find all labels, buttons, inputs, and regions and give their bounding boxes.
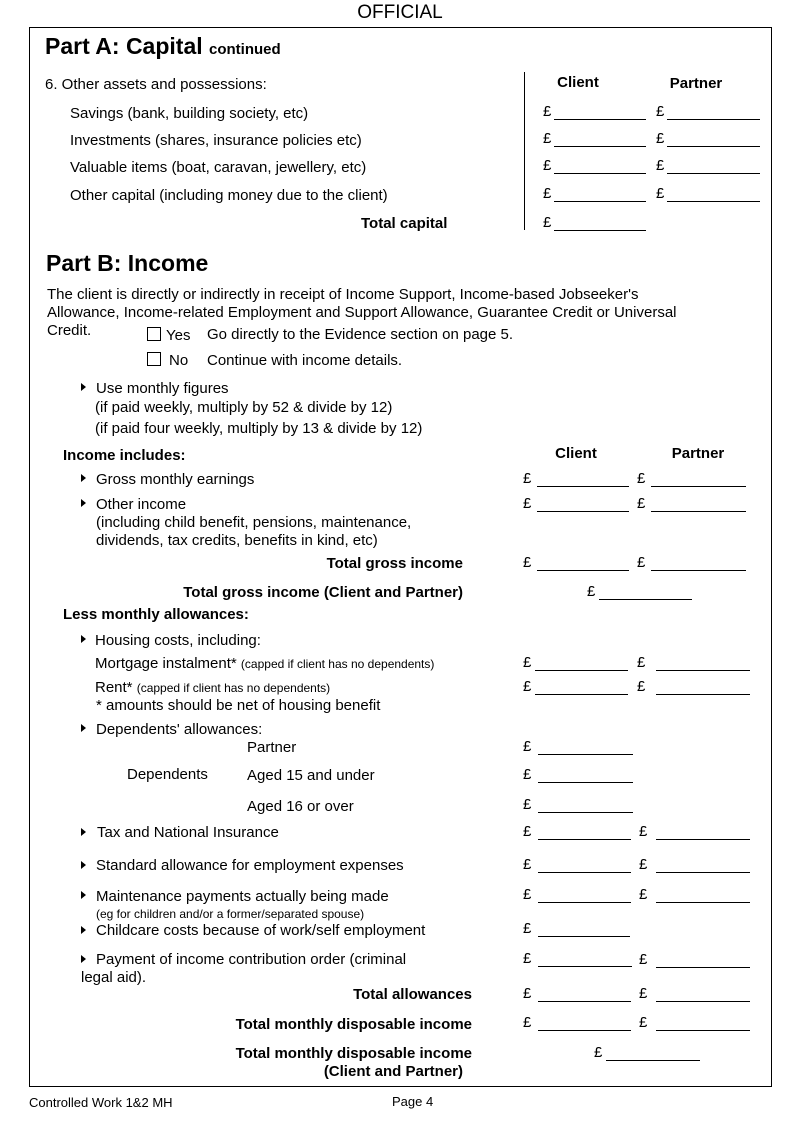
standard-allowance-client-field[interactable]: £ bbox=[523, 856, 631, 874]
dep-partner-label: Partner bbox=[247, 739, 297, 756]
other-income-note-1: (including child benefit, pensions, maintenance, bbox=[96, 514, 412, 531]
total-gross-combined-label: Total gross income (Client and Partner) bbox=[183, 584, 463, 601]
total-disposable-combined-label-2: (Client and Partner) bbox=[323, 1063, 463, 1080]
part-b-title: Part B: Income bbox=[46, 250, 209, 276]
tax-ni-partner-field[interactable]: £ bbox=[639, 823, 750, 841]
rent-client-field[interactable]: £ bbox=[523, 678, 628, 696]
bullet-arrow-icon bbox=[81, 383, 86, 391]
other-capital-partner-field[interactable]: £ bbox=[656, 185, 760, 203]
income-partner-header: Partner bbox=[671, 445, 725, 462]
other-capital-client-field[interactable]: £ bbox=[543, 185, 646, 203]
investments-label: Investments (shares, insurance policies etc) bbox=[70, 132, 362, 149]
yes-checkbox[interactable] bbox=[147, 327, 161, 341]
other-capital-label: Other capital (including money due to the client) bbox=[70, 187, 388, 204]
valuables-partner-field[interactable]: £ bbox=[656, 157, 760, 175]
income-includes-heading: Income includes: bbox=[63, 447, 186, 464]
intro-line-2: Allowance, Income-related Employment and Support Allowance, Guarantee Credit or Universal bbox=[47, 304, 677, 321]
housing-footnote: * amounts should be net of housing benefit bbox=[96, 697, 381, 714]
savings-partner-field[interactable]: £ bbox=[656, 103, 760, 121]
column-divider bbox=[524, 72, 525, 230]
standard-allowance-partner-field[interactable]: £ bbox=[639, 856, 750, 874]
total-allowances-client-field[interactable]: £ bbox=[523, 985, 631, 1003]
monthly-figures-note: Use monthly figures bbox=[96, 380, 229, 397]
gross-earnings-client-field[interactable]: £ bbox=[523, 470, 629, 488]
rent-partner-field[interactable]: £ bbox=[637, 678, 750, 696]
no-checkbox[interactable] bbox=[147, 352, 161, 366]
total-capital-field[interactable]: £ bbox=[543, 214, 646, 232]
total-gross-income-label: Total gross income bbox=[326, 555, 463, 572]
investments-client-field[interactable]: £ bbox=[543, 130, 646, 148]
bullet-arrow-icon bbox=[81, 891, 86, 899]
income-client-header: Client bbox=[555, 445, 597, 462]
aged-16-field[interactable]: £ bbox=[523, 796, 633, 814]
dep-partner-field[interactable]: £ bbox=[523, 738, 633, 756]
total-capital-label: Total capital bbox=[361, 215, 448, 232]
bullet-arrow-icon bbox=[81, 861, 86, 869]
gross-earnings-label: Gross monthly earnings bbox=[96, 471, 255, 488]
total-allowances-label: Total allowances bbox=[353, 986, 472, 1003]
client-column-header: Client bbox=[557, 74, 599, 91]
bullet-arrow-icon bbox=[81, 499, 86, 507]
aged-15-field[interactable]: £ bbox=[523, 766, 633, 784]
aged-16-label: Aged 16 or over bbox=[247, 798, 354, 815]
maintenance-note: (eg for children and/or a former/separated spouse) bbox=[96, 907, 365, 921]
childcare-client-field[interactable]: £ bbox=[523, 920, 630, 938]
total-disposable-combined-field[interactable]: £ bbox=[594, 1044, 700, 1062]
yes-label: Yes bbox=[166, 327, 191, 344]
footer-form-name: Controlled Work 1&2 MH bbox=[29, 1095, 173, 1110]
dependents-allowances-label: Dependents' allowances: bbox=[96, 721, 263, 738]
total-gross-income-client-field[interactable]: £ bbox=[523, 554, 629, 572]
no-label: No bbox=[169, 352, 189, 369]
tax-ni-label: Tax and National Insurance bbox=[97, 824, 279, 841]
bullet-arrow-icon bbox=[81, 635, 86, 643]
total-gross-income-partner-field[interactable]: £ bbox=[637, 554, 746, 572]
less-allowances-heading: Less monthly allowances: bbox=[63, 606, 249, 623]
valuables-client-field[interactable]: £ bbox=[543, 157, 646, 175]
mortgage-label: Mortgage instalment* (capped if client has no dependents) bbox=[95, 655, 435, 672]
mortgage-client-field[interactable]: £ bbox=[523, 654, 628, 672]
classification-marking: OFFICIAL bbox=[357, 2, 443, 23]
intro-line-1: The client is directly or indirectly in receipt of Income Support, Income-based Jobseeker's bbox=[47, 286, 639, 303]
footer-page-number: Page 4 bbox=[392, 1094, 434, 1109]
other-income-note-2: dividends, tax credits, benefits in kind, etc) bbox=[96, 532, 378, 549]
income-contribution-client-field[interactable]: £ bbox=[523, 950, 632, 968]
maintenance-label: Maintenance payments actually being made bbox=[96, 888, 389, 905]
total-allowances-partner-field[interactable]: £ bbox=[639, 985, 750, 1003]
savings-client-field[interactable]: £ bbox=[543, 103, 646, 121]
aged-15-label: Aged 15 and under bbox=[247, 767, 375, 784]
savings-label: Savings (bank, building society, etc) bbox=[70, 105, 309, 122]
total-gross-combined-field[interactable]: £ bbox=[587, 583, 692, 601]
maintenance-client-field[interactable]: £ bbox=[523, 886, 631, 904]
income-contribution-partner-field[interactable]: £ bbox=[639, 951, 750, 969]
standard-allowance-label: Standard allowance for employment expenses bbox=[96, 857, 404, 874]
other-income-partner-field[interactable]: £ bbox=[637, 495, 746, 513]
income-contribution-label: Payment of income contribution order (criminal bbox=[96, 951, 407, 968]
other-income-label: Other income bbox=[96, 496, 187, 513]
total-disposable-partner-field[interactable]: £ bbox=[639, 1014, 750, 1032]
yes-instruction: Go directly to the Evidence section on page 5. bbox=[207, 326, 514, 343]
partner-column-header: Partner bbox=[669, 75, 723, 92]
bullet-arrow-icon bbox=[81, 926, 86, 934]
rent-label: Rent* (capped if client has no dependents) bbox=[95, 679, 331, 696]
total-disposable-label: Total monthly disposable income bbox=[235, 1016, 472, 1033]
total-disposable-combined-label: Total monthly disposable income bbox=[235, 1045, 472, 1062]
valuables-label: Valuable items (boat, caravan, jewellery, etc) bbox=[70, 159, 367, 176]
mortgage-partner-field[interactable]: £ bbox=[637, 654, 750, 672]
no-instruction: Continue with income details. bbox=[207, 352, 403, 369]
housing-costs-label: Housing costs, including: bbox=[95, 632, 261, 649]
maintenance-partner-field[interactable]: £ bbox=[639, 886, 750, 904]
bullet-arrow-icon bbox=[81, 474, 86, 482]
part-a-title: Part A: Capital continued bbox=[45, 33, 281, 59]
bullet-arrow-icon bbox=[81, 955, 86, 963]
intro-line-3: Credit. bbox=[47, 322, 92, 339]
investments-partner-field[interactable]: £ bbox=[656, 130, 760, 148]
income-contribution-label-2: legal aid). bbox=[81, 969, 147, 986]
question-6: 6. Other assets and possessions: bbox=[45, 76, 267, 93]
gross-earnings-partner-field[interactable]: £ bbox=[637, 470, 746, 488]
dependents-label: Dependents bbox=[127, 766, 208, 783]
four-weekly-conversion-note: (if paid four weekly, multiply by 13 & divide by 12) bbox=[95, 420, 423, 437]
other-income-client-field[interactable]: £ bbox=[523, 495, 629, 513]
weekly-conversion-note: (if paid weekly, multiply by 52 & divide by 12) bbox=[95, 399, 393, 416]
tax-ni-client-field[interactable]: £ bbox=[523, 823, 631, 841]
total-disposable-client-field[interactable]: £ bbox=[523, 1014, 631, 1032]
childcare-label: Childcare costs because of work/self employment bbox=[96, 922, 426, 939]
bullet-arrow-icon bbox=[81, 828, 86, 836]
bullet-arrow-icon bbox=[81, 724, 86, 732]
